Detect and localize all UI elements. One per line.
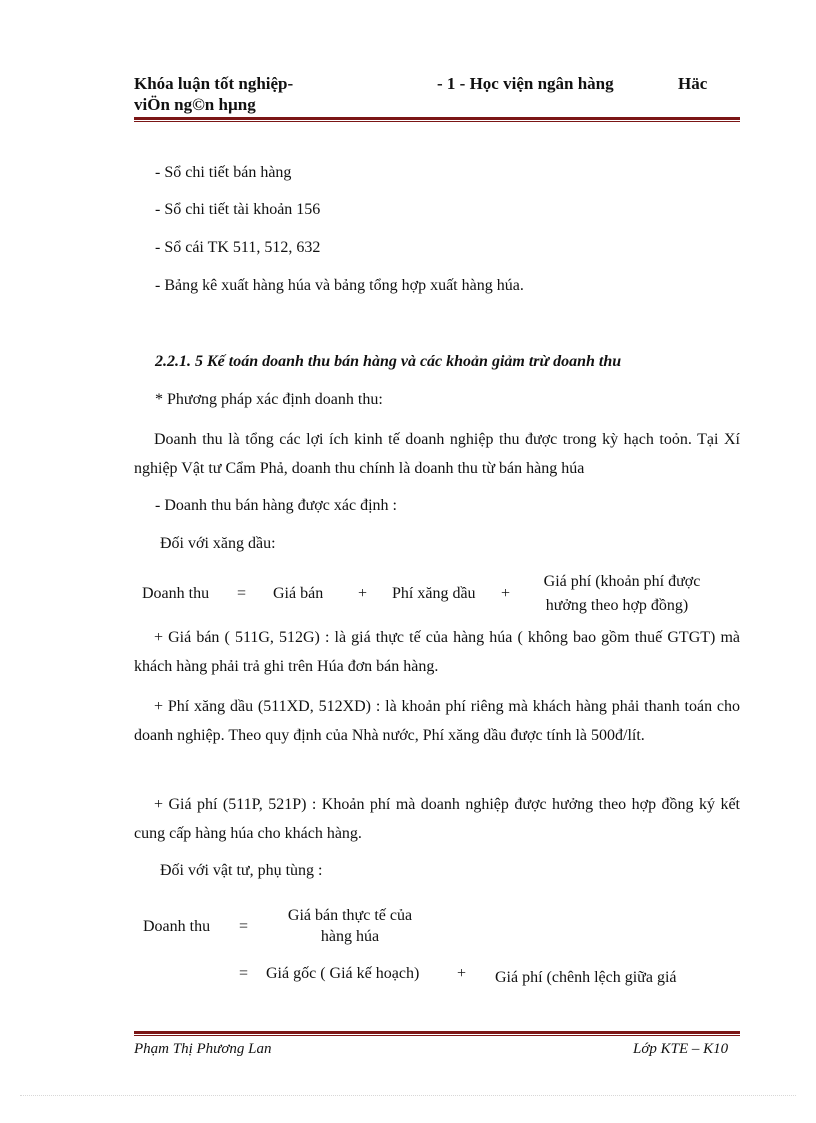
page-edge-dotted-line bbox=[20, 1095, 796, 1096]
formula1-price: Giá bán bbox=[273, 585, 324, 602]
footer-rule bbox=[134, 1031, 740, 1034]
header-rule-thin bbox=[134, 121, 740, 122]
header-title: Khóa luận tốt nghiệp- bbox=[134, 74, 294, 93]
paragraph-fee bbox=[134, 790, 740, 848]
paragraph-price bbox=[134, 623, 740, 681]
method-heading: * Phương pháp xác định doanh thu: bbox=[155, 391, 383, 408]
footer-class: Lớp KTE – K10 bbox=[633, 1041, 729, 1057]
formula2-rhs-line2: hàng húa bbox=[320, 928, 380, 945]
formula2-plus: + bbox=[457, 965, 467, 982]
footer-author: Phạm Thị Phương Lan bbox=[134, 1041, 272, 1057]
determine-line: - Doanh thu bán hàng được xác định : bbox=[155, 497, 397, 514]
formula1-lhs: Doanh thu bbox=[142, 585, 210, 602]
formula1-fee-line2: hưởng theo hợp đồng) bbox=[545, 597, 689, 614]
list-item: - Bảng kê xuất hàng húa và bảng tổng hợp xuất hàng húa. bbox=[155, 277, 524, 294]
formula1-plus: + bbox=[501, 585, 511, 602]
formula1-equals: = bbox=[237, 585, 247, 602]
formula1-plus: + bbox=[358, 585, 368, 602]
formula2-equals: = bbox=[239, 965, 249, 982]
header-right: Häc bbox=[678, 74, 708, 93]
supplies-heading: Đối với vật tư, phụ tùng : bbox=[160, 862, 323, 879]
paragraph-price-text: + Giá bán ( 511G, 512G) : là giá thực tế của hàng húa ( không bao gồm thuế GTGT) mà khách hàng phải trả ghi trên Húa đơn bán hàng. bbox=[134, 629, 740, 675]
formula2-equals: = bbox=[239, 918, 249, 935]
header-rule bbox=[134, 117, 740, 120]
formula1-fuel-fee: Phí xăng dầu bbox=[392, 585, 476, 602]
list-item: - Sổ chi tiết tài khoản 156 bbox=[155, 201, 321, 218]
paragraph-fuel-fee-text: + Phí xăng dầu (511XD, 512XD) : là khoản phí riêng mà khách hàng phải thanh toán cho doanh nghiệp. Theo quy định của Nhà nước, Phí xăng dầu được tính là 500đ/lít. bbox=[134, 698, 740, 744]
formula2-fee: Giá phí (chênh lệch giữa giá bbox=[495, 969, 677, 986]
fuel-heading: Đối với xăng dầu: bbox=[160, 535, 276, 552]
formula2-rhs-line1: Giá bán thực tế của bbox=[287, 907, 413, 924]
list-item: - Sổ chi tiết bán hàng bbox=[155, 164, 292, 181]
paragraph-revenue bbox=[134, 425, 740, 483]
header-subtitle: viÖn ng©n hµng bbox=[134, 95, 256, 114]
paragraph-fee-text: + Giá phí (511P, 521P) : Khoản phí mà doanh nghiệp được hưởng theo hợp đồng ký kết cung cấp hàng húa cho khách hàng. bbox=[134, 796, 740, 842]
list-item: - Sổ cái TK 511, 512, 632 bbox=[155, 239, 321, 256]
formula2-lhs: Doanh thu bbox=[143, 918, 211, 935]
formula1-fee-line1: Giá phí (khoản phí được bbox=[543, 573, 701, 590]
footer-rule-thin bbox=[134, 1035, 740, 1036]
paragraph-revenue-text: Doanh thu là tổng các lợi ích kinh tế doanh nghiệp thu được trong kỳ hạch toỏn. Tại Xí nghiệp Vật tư Cẩm Phả, doanh thu chính là doanh thu từ bán hàng húa bbox=[134, 431, 740, 477]
section-heading: 2.2.1. 5 Kế toán doanh thu bán hàng và các khoản giảm trừ doanh thu bbox=[155, 353, 622, 370]
header-page-number: - 1 - Học viện ngân hàng bbox=[437, 74, 614, 93]
formula2-base-price: Giá gốc ( Giá kế hoạch) bbox=[266, 965, 420, 982]
paragraph-fuel-fee bbox=[134, 692, 740, 750]
